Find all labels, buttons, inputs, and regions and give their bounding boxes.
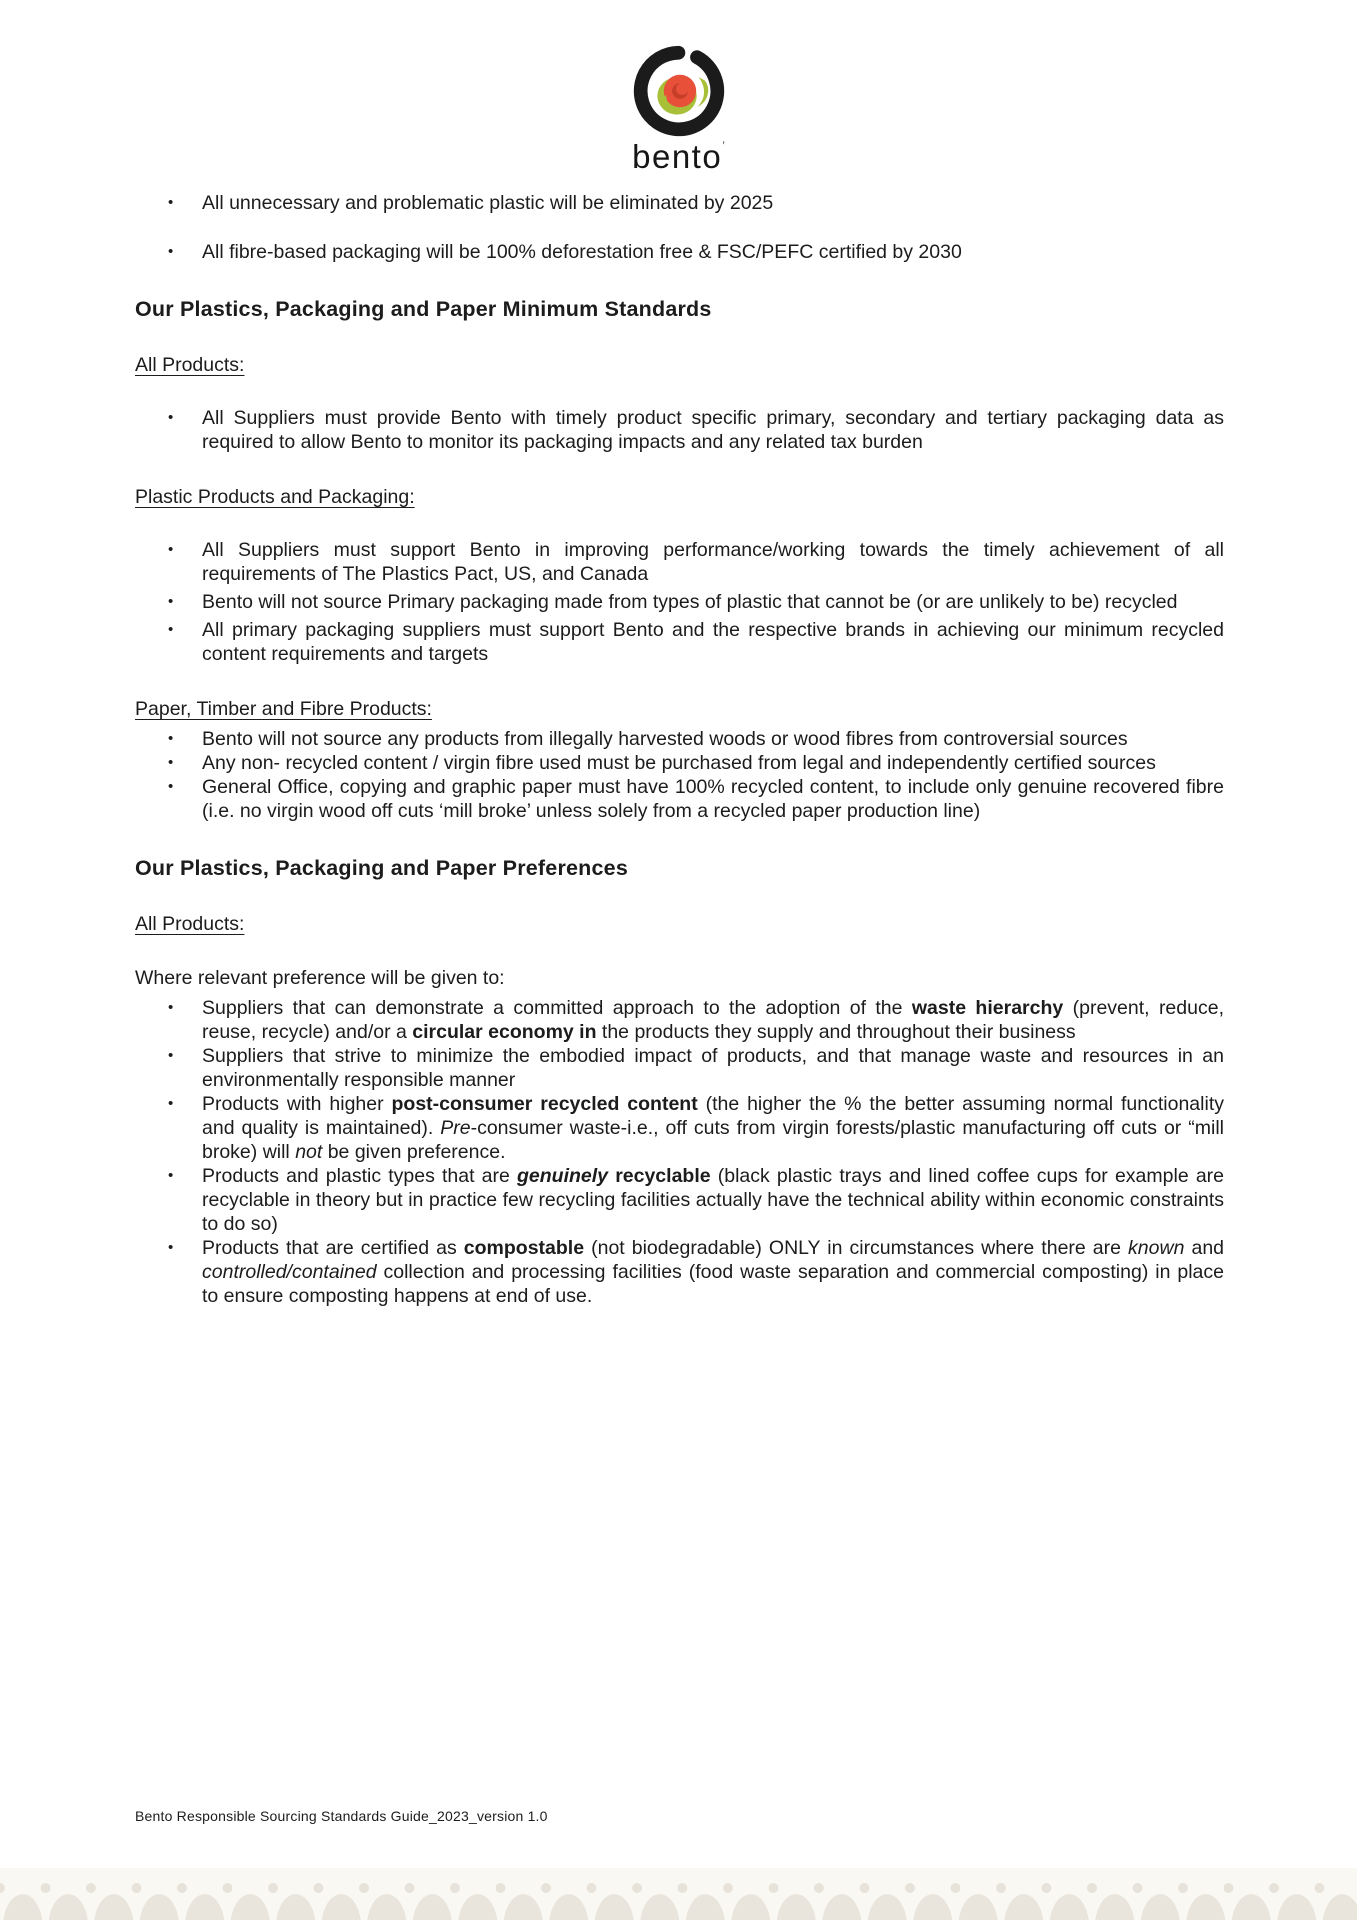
text-run: (the higher the % the better assuming normal functionality and quality is maintained).: [202, 1093, 1224, 1139]
bullet-dot: •: [168, 730, 174, 747]
bullet-item: [135, 618, 1224, 666]
bullet-dot: •: [168, 194, 174, 211]
bullet-text: [202, 618, 1224, 666]
bullet-item: [135, 1092, 1224, 1164]
bullet-text: [202, 1236, 1224, 1308]
bullet-item: [135, 1044, 1224, 1092]
text-run: -consumer waste-i.e., off cuts from virgin forests/plastic manufacturing off cuts or “mill broke) will: [202, 1117, 1225, 1163]
bullet-item: [135, 775, 1224, 823]
footer-text: Bento Responsible Sourcing Standards Guide_2023_version 1.0: [135, 1808, 548, 1824]
document-content: [135, 191, 1224, 1308]
document-footer: [135, 1808, 548, 1824]
bullet-dot: •: [168, 778, 174, 795]
text-run: All fibre-based packaging will be 100% deforestation free & FSC/PEFC certified by 2030: [202, 241, 962, 263]
text-run: circular economy in: [412, 1021, 597, 1043]
text-run: the products they supply and throughout their business: [596, 1021, 1076, 1043]
bullet-item: [135, 727, 1224, 751]
bullet-group: [135, 191, 1224, 264]
bullet-dot: •: [168, 409, 174, 426]
bullet-dot: •: [168, 1047, 174, 1064]
bullet-item: [135, 538, 1224, 586]
bullet-item: [135, 406, 1224, 454]
bullet-item: [135, 191, 1224, 215]
text-run: be given preference.: [322, 1141, 506, 1163]
bullet-item: [135, 590, 1224, 614]
bullet-text: [202, 1092, 1224, 1164]
bullet-item: [135, 240, 1224, 264]
bullet-dot: •: [168, 999, 174, 1016]
bullet-dot: •: [168, 1239, 174, 1256]
bullet-group: [135, 727, 1224, 823]
text-run: (black plastic trays and lined coffee cups for example are recyclable in theory but in practice few recycling facilities actually have the technical ability within economic constraints to do so): [202, 1165, 1224, 1235]
text-run: post-consumer recycled content: [391, 1093, 698, 1115]
text-run: All primary packaging suppliers must support Bento and the respective brands in achieving our minimum recycled content requirements and targets: [202, 619, 1224, 665]
text-run: Bento will not source any products from illegally harvested woods or wood fibres from controversial sources: [202, 728, 1128, 750]
bullet-text: [202, 191, 1224, 215]
subheading-underlined: All Products:: [135, 913, 245, 935]
bullet-text: [202, 727, 1224, 751]
text-run: controlled/contained: [202, 1261, 377, 1283]
text-run: General Office, copying and graphic paper must have 100% recycled content, to include only genuine recovered fibre (i.e. no virgin wood off cuts ‘mill broke’ unless solely from a recycled paper production line): [202, 776, 1224, 822]
bullet-dot: •: [168, 243, 174, 260]
bullet-text: [202, 1044, 1224, 1092]
bullet-text: [202, 775, 1224, 823]
text-run: not: [295, 1141, 323, 1163]
bullet-group: [135, 538, 1224, 666]
subheading-row: [135, 353, 1224, 377]
text-run: waste hierarchy: [911, 997, 1064, 1019]
bullet-text: [202, 538, 1224, 586]
text-run: (not biodegradable) ONLY in circumstances where there are: [584, 1237, 1129, 1259]
bento-logo-icon: [620, 36, 738, 146]
text-run: Any non- recycled content / virgin fibre used must be purchased from legal and independently certified sources: [202, 752, 1156, 774]
bullet-item: [135, 751, 1224, 775]
subheading-row: [135, 485, 1224, 509]
subheading-row: [135, 697, 1224, 721]
bullet-item: [135, 996, 1224, 1044]
brand-logo: [0, 0, 1357, 173]
text-run: (prevent, reduce, reuse, recycle) and/or a: [202, 997, 1224, 1043]
text-run: Bento will not source Primary packaging made from types of plastic that cannot be (or are unlikely to be) recycled: [202, 591, 1178, 613]
trademark-mark: ’: [722, 139, 725, 153]
text-run: Products with higher: [202, 1093, 392, 1115]
text-run: Pre: [440, 1117, 471, 1139]
bullet-item: [135, 1164, 1224, 1236]
bullet-text: [202, 751, 1224, 775]
brand-name: bento: [632, 138, 723, 175]
bullet-text: [202, 1164, 1224, 1236]
text-run: Suppliers that can demonstrate a committed approach to the adoption of the: [202, 997, 912, 1019]
subheading-underlined: Plastic Products and Packaging:: [135, 486, 415, 508]
subheading-underlined: All Products:: [135, 354, 245, 376]
bullet-text: [202, 996, 1224, 1044]
paragraph: Where relevant preference will be given to:: [135, 967, 505, 989]
bullet-group: [135, 406, 1224, 454]
text-run: and: [1184, 1237, 1225, 1259]
section-heading: Our Plastics, Packaging and Paper Minimum Standards: [135, 297, 712, 321]
text-run: Products and plastic types that are: [202, 1165, 517, 1187]
bullet-dot: •: [168, 621, 174, 638]
bullet-dot: •: [168, 1167, 174, 1184]
text-run: Suppliers that strive to minimize the embodied impact of products, and that manage waste and resources in an environmentally responsible manner: [202, 1045, 1224, 1091]
bullet-text: [202, 406, 1224, 454]
bullet-dot: •: [168, 1095, 174, 1112]
section-heading: Our Plastics, Packaging and Paper Preferences: [135, 856, 628, 880]
bullet-group: [135, 996, 1224, 1308]
bullet-dot: •: [168, 593, 174, 610]
text-run: recyclable: [615, 1165, 711, 1187]
subheading-row: [135, 912, 1224, 936]
bullet-dot: •: [168, 541, 174, 558]
text-run: known: [1128, 1237, 1185, 1259]
subheading-underlined: Paper, Timber and Fibre Products:: [135, 698, 432, 720]
brand-wordmark: [632, 140, 725, 173]
bullet-text: [202, 590, 1224, 614]
bullet-dot: •: [168, 754, 174, 771]
text-run: Products that are certified as: [202, 1237, 464, 1259]
text-run: genuinely: [517, 1165, 609, 1187]
bullet-item: [135, 1236, 1224, 1308]
text-run: All Suppliers must provide Bento with timely product specific primary, secondary and tertiary packaging data as required to allow Bento to monitor its packaging impacts and any related tax burden: [202, 407, 1224, 453]
text-run: compostable: [463, 1237, 585, 1259]
text-run: collection and processing facilities (food waste separation and commercial composting) in place to ensure composting happens at end of use.: [202, 1261, 1224, 1307]
bullet-text: [202, 240, 1224, 264]
text-run: All unnecessary and problematic plastic will be eliminated by 2025: [202, 192, 774, 214]
text-run: All Suppliers must support Bento in improving performance/working towards the timely achievement of all requirements of The Plastics Pact, US, and Canada: [202, 539, 1224, 585]
decorative-scallop-border: [0, 1868, 1357, 1920]
